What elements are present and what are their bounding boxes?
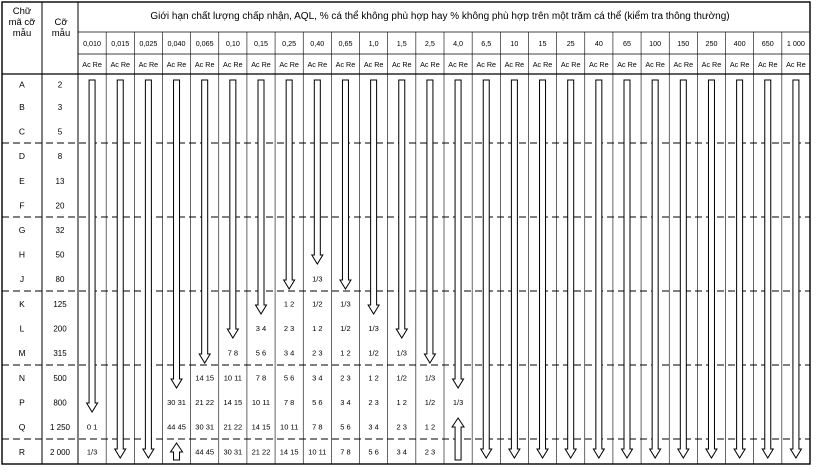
code-H: H bbox=[18, 249, 26, 260]
acre-cell: 44 45 bbox=[195, 447, 215, 457]
acre-cell: 14 15 bbox=[223, 398, 243, 407]
down-arrow bbox=[143, 80, 154, 458]
code-N: N bbox=[18, 373, 26, 383]
down-arrow bbox=[396, 80, 407, 338]
aql-level-7: 0,25 bbox=[282, 39, 297, 48]
acre-cell: 1/3 bbox=[368, 324, 379, 333]
code-D: D bbox=[18, 151, 26, 161]
down-arrow bbox=[678, 80, 689, 458]
acre-cell: 7 8 bbox=[283, 398, 295, 407]
acre-cell: 5 6 bbox=[340, 422, 351, 432]
acre-cell: 3 4 bbox=[255, 324, 267, 333]
acre-cell: 3 4 bbox=[312, 373, 323, 383]
code-M: M bbox=[18, 348, 26, 358]
acre-cell: 2 3 bbox=[340, 373, 351, 383]
acre-cell: 1/3 bbox=[424, 373, 436, 383]
sample-size: 20 bbox=[55, 201, 65, 211]
acre-cell: 3 4 bbox=[283, 348, 295, 358]
sample-size: 2 000 bbox=[49, 448, 71, 457]
down-arrow bbox=[706, 80, 717, 458]
acre-cell: 1 2 bbox=[424, 422, 436, 432]
acre-cell: 1/3 bbox=[340, 299, 351, 309]
acre-cell: 2 3 bbox=[396, 422, 407, 432]
acre-cell: 5 6 bbox=[283, 373, 295, 383]
aql-level-0: 0,010 bbox=[83, 39, 102, 48]
acre-cell: 1/3 bbox=[312, 274, 323, 284]
aql-level-22: 250 bbox=[705, 39, 718, 48]
down-arrow bbox=[284, 80, 295, 289]
acre-cell: 10 11 bbox=[280, 422, 299, 432]
code-J: J bbox=[19, 274, 25, 284]
acre-cell: 1/3 bbox=[86, 447, 98, 457]
down-arrow bbox=[565, 80, 576, 458]
aql-level-12: 2,5 bbox=[424, 39, 435, 48]
acre-cell: 1 2 bbox=[368, 373, 379, 383]
acre-cell: 1/3 bbox=[452, 398, 464, 407]
sample-size: 50 bbox=[55, 250, 65, 260]
acre-header: Ac Re bbox=[279, 60, 299, 69]
acre-header: Ac Re bbox=[166, 60, 187, 69]
acre-cell: 1 2 bbox=[312, 324, 323, 333]
aql-level-24: 650 bbox=[761, 39, 774, 48]
acre-header: Ac Re bbox=[251, 60, 271, 69]
acre-cell: 14 15 bbox=[279, 447, 299, 457]
aql-level-15: 10 bbox=[510, 39, 519, 48]
acre-header: Ac Re bbox=[617, 60, 637, 69]
down-arrow bbox=[762, 80, 773, 458]
acre-cell: 10 11 bbox=[308, 447, 327, 457]
down-arrow bbox=[481, 80, 492, 458]
acre-cell: 21 22 bbox=[251, 447, 271, 457]
aql-level-9: 0,65 bbox=[338, 39, 353, 48]
aql-level-8: 0,40 bbox=[310, 39, 325, 48]
aql-level-5: 0,10 bbox=[225, 39, 240, 48]
acre-header: Ac Re bbox=[223, 60, 243, 69]
sample-size: 13 bbox=[55, 177, 65, 186]
acre-cell: 10 11 bbox=[223, 373, 242, 383]
acre-header: Ac Re bbox=[589, 60, 609, 69]
acre-cell: 1/3 bbox=[396, 348, 407, 358]
down-arrow bbox=[368, 80, 379, 314]
aql-level-3: 0,040 bbox=[167, 39, 186, 48]
code-L: L bbox=[19, 323, 25, 334]
sample-size: 315 bbox=[53, 349, 67, 358]
down-arrow bbox=[650, 80, 661, 458]
sample-size: 500 bbox=[53, 374, 67, 383]
sample-size: 200 bbox=[53, 324, 67, 334]
acre-header: Ac Re bbox=[420, 60, 440, 69]
acre-cell: 21 22 bbox=[223, 422, 243, 432]
acre-cell: 3 4 bbox=[396, 447, 407, 457]
down-arrow bbox=[227, 80, 238, 338]
acre-cell: 30 31 bbox=[167, 398, 186, 407]
acre-header: Ac Re bbox=[645, 60, 665, 69]
aql-level-13: 4,0 bbox=[453, 39, 464, 48]
aql-level-6: 0,15 bbox=[254, 39, 268, 48]
down-arrow bbox=[424, 80, 435, 363]
acre-header: Ac Re bbox=[504, 60, 525, 69]
sample-size: 125 bbox=[53, 300, 67, 309]
acre-header: Ac Re bbox=[757, 60, 778, 69]
acre-cell: 14 15 bbox=[251, 422, 271, 432]
acre-cell: 3 4 bbox=[340, 398, 351, 407]
aql-level-19: 65 bbox=[623, 39, 631, 48]
down-arrow bbox=[171, 80, 182, 388]
acre-cell: 2 3 bbox=[368, 398, 379, 407]
sample-size: 800 bbox=[53, 398, 67, 408]
acre-header: Ac Re bbox=[448, 60, 468, 69]
down-arrow bbox=[115, 80, 126, 458]
acre-cell: 2 3 bbox=[312, 348, 323, 358]
sample-size: 1 250 bbox=[49, 423, 71, 432]
acre-cell: 7 8 bbox=[255, 373, 267, 383]
aql-level-1: 0,015 bbox=[111, 39, 130, 48]
sample-size: 8 bbox=[57, 152, 63, 161]
acre-cell: 5 6 bbox=[255, 348, 267, 358]
down-arrow bbox=[199, 80, 210, 363]
down-arrow bbox=[340, 80, 351, 289]
code-G: G bbox=[18, 225, 26, 235]
aql-level-2: 0,025 bbox=[139, 39, 158, 48]
aql-level-16: 15 bbox=[538, 39, 547, 48]
code-Q: Q bbox=[18, 422, 26, 432]
code-E: E bbox=[19, 176, 25, 186]
acre-cell: 1 2 bbox=[283, 299, 295, 309]
acre-header: Ac Re bbox=[307, 60, 328, 69]
acre-header: Ac Re bbox=[110, 60, 131, 69]
acre-cell: 2 3 bbox=[424, 447, 436, 457]
code-C: C bbox=[18, 126, 26, 137]
acre-header: Ac Re bbox=[701, 60, 722, 69]
aql-level-20: 100 bbox=[649, 39, 662, 48]
code-R: R bbox=[18, 447, 26, 457]
down-arrow bbox=[256, 80, 267, 314]
down-arrow bbox=[312, 80, 323, 264]
down-arrow bbox=[734, 80, 745, 458]
acre-cell: 1/2 bbox=[312, 299, 323, 309]
acre-header: Ac Re bbox=[82, 60, 102, 69]
aql-level-10: 1,0 bbox=[368, 39, 379, 48]
acre-header: Ac Re bbox=[138, 60, 159, 69]
sample-size: 2 bbox=[57, 80, 63, 90]
aql-level-25: 1 000 bbox=[786, 39, 805, 48]
acre-header: Ac Re bbox=[560, 60, 581, 69]
size-header: Cỡ mẫu bbox=[51, 17, 71, 39]
acre-cell: 7 8 bbox=[312, 422, 323, 432]
acre-cell: 1/2 bbox=[396, 373, 407, 383]
acre-cell: 5 6 bbox=[312, 398, 323, 407]
sample-size: 32 bbox=[55, 226, 65, 235]
acre-header: Ac Re bbox=[194, 60, 215, 69]
acre-cell: 1/2 bbox=[340, 324, 351, 333]
acre-cell: 2 3 bbox=[283, 324, 295, 333]
code-header: Chữ mã cỡ mẫu bbox=[8, 6, 36, 39]
acre-header: Ac Re bbox=[391, 60, 412, 69]
code-K: K bbox=[19, 299, 25, 309]
acre-header: Ac Re bbox=[729, 60, 750, 69]
acre-cell: 30 31 bbox=[195, 422, 215, 432]
up-arrow bbox=[171, 443, 183, 460]
aql-level-17: 25 bbox=[566, 39, 575, 48]
aql-title: Giới hạn chất lượng chấp nhận, AQL, % cá thể không phù hợp hay % không phù hợp trên một trăm cá thể (kiểm tra thông thường) bbox=[150, 11, 730, 22]
acre-cell: 1/2 bbox=[424, 398, 436, 407]
acre-cell: 1/2 bbox=[368, 348, 379, 358]
acre-cell: 30 31 bbox=[223, 447, 243, 457]
code-B: B bbox=[19, 102, 25, 112]
down-arrow bbox=[622, 80, 633, 458]
acre-cell: 3 4 bbox=[368, 422, 379, 432]
down-arrow bbox=[593, 80, 604, 458]
acre-cell: 1 2 bbox=[396, 398, 407, 407]
sample-size: 5 bbox=[57, 127, 63, 137]
acre-cell: 10 11 bbox=[251, 398, 271, 407]
sample-size: 3 bbox=[57, 103, 63, 112]
acre-cell: 1 2 bbox=[340, 348, 351, 358]
code-A: A bbox=[19, 79, 25, 90]
acre-cell: 44 45 bbox=[167, 422, 186, 432]
down-arrow bbox=[87, 80, 98, 412]
acre-header: Ac Re bbox=[532, 60, 553, 69]
down-arrow bbox=[453, 80, 464, 388]
aql-level-11: 1,5 bbox=[396, 39, 407, 48]
acre-cell: 21 22 bbox=[195, 398, 215, 407]
acre-header: Ac Re bbox=[786, 60, 806, 69]
acre-header: Ac Re bbox=[673, 60, 694, 69]
aql-level-18: 40 bbox=[594, 39, 603, 48]
aql-level-23: 400 bbox=[733, 39, 746, 48]
down-arrow bbox=[790, 80, 801, 458]
acre-header: Ac Re bbox=[476, 60, 497, 69]
aql-level-21: 150 bbox=[677, 39, 690, 48]
down-arrow bbox=[537, 80, 548, 458]
acre-cell: 7 8 bbox=[340, 447, 351, 457]
acre-cell: 5 6 bbox=[368, 447, 379, 457]
acre-cell: 14 15 bbox=[195, 373, 215, 383]
acre-cell: 7 8 bbox=[227, 348, 239, 358]
acre-header: Ac Re bbox=[363, 60, 384, 69]
sample-size: 80 bbox=[55, 275, 65, 284]
code-P: P bbox=[19, 397, 25, 408]
aql-level-4: 0,065 bbox=[195, 39, 214, 48]
acre-cell: 0 1 bbox=[86, 422, 98, 432]
down-arrow bbox=[509, 80, 520, 458]
acre-header: Ac Re bbox=[335, 60, 356, 69]
code-F: F bbox=[19, 200, 25, 211]
aql-level-14: 6,5 bbox=[481, 39, 492, 48]
